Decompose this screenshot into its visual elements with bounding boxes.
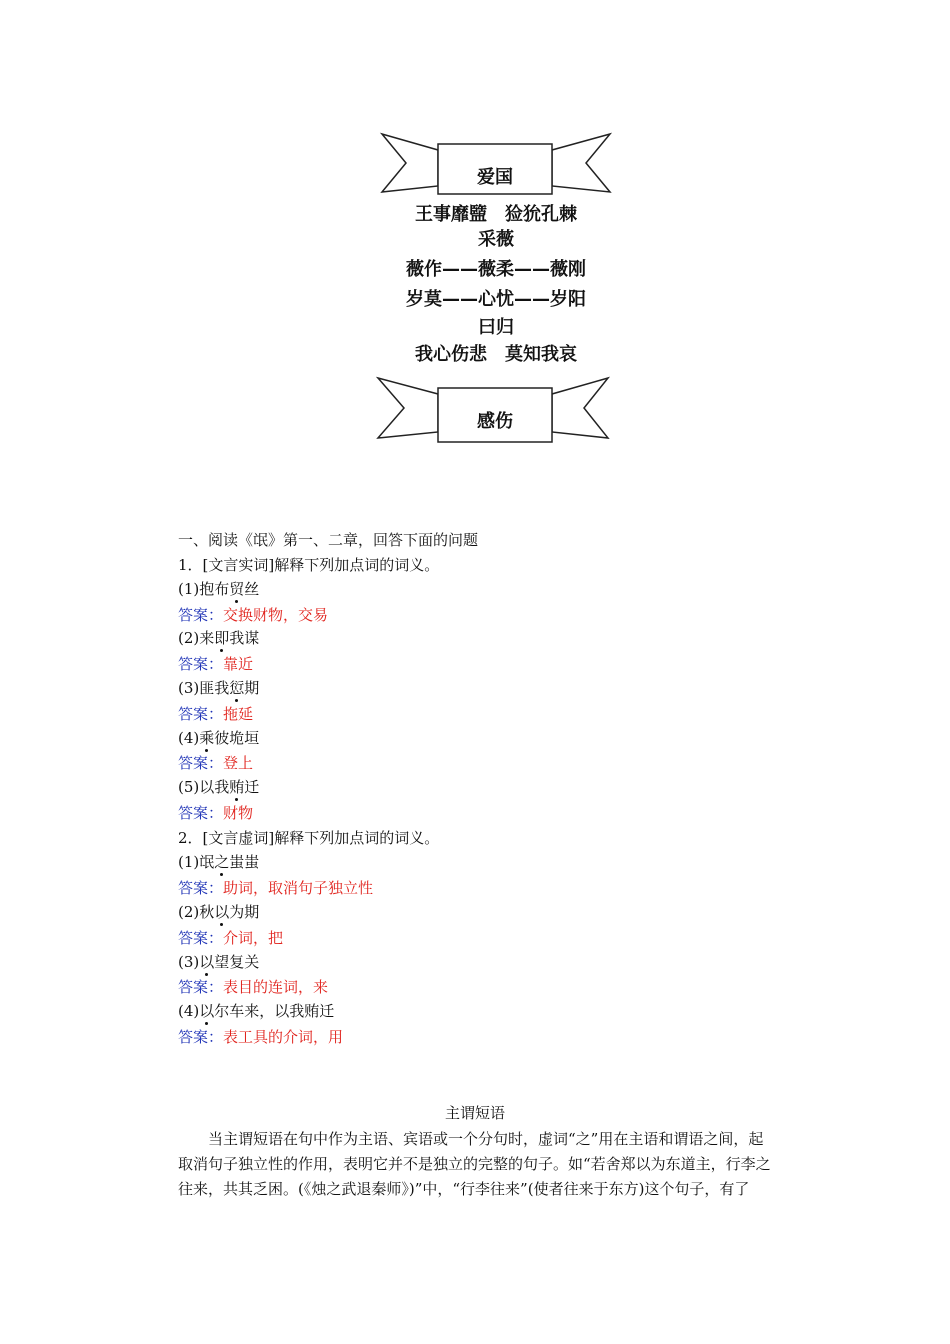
q2-answer: 答案：表工具的介词，用 bbox=[178, 1028, 344, 1046]
diagram-line: 采薇 bbox=[478, 229, 514, 250]
q2-answer: 答案：介词，把 bbox=[178, 929, 284, 947]
section-heading: 一、阅读《氓》第一、二章，回答下面的问题 bbox=[178, 531, 479, 549]
banner-top-label: 爱国 bbox=[477, 167, 513, 188]
q1-item: (3)匪我愆期 bbox=[178, 679, 260, 697]
diagram-line: 薇作——薇柔——薇刚 bbox=[406, 259, 586, 280]
q1-answer: 答案：拖延 bbox=[178, 705, 254, 723]
diagram-line: 王事靡盬 猃狁孔棘 bbox=[415, 204, 577, 225]
dotted-word: 乘 bbox=[199, 729, 215, 747]
dotted-word: 以 bbox=[199, 1002, 215, 1020]
q1-answer: 答案：登上 bbox=[178, 754, 254, 772]
diagram-line: 我心伤悲 莫知我哀 bbox=[415, 344, 577, 365]
concept-diagram bbox=[376, 130, 616, 448]
q1-answer: 答案：交换财物，交易 bbox=[178, 606, 329, 624]
dotted-word: 即 bbox=[214, 629, 230, 647]
essay-line: 当主谓短语在句中作为主语、宾语或一个分句时，虚词“之”用在主语和谓语之间，起 bbox=[178, 1130, 764, 1148]
dotted-word: 以 bbox=[214, 903, 230, 921]
q2-answer: 答案：表目的连词，来 bbox=[178, 978, 329, 996]
q1-answer: 答案：靠近 bbox=[178, 655, 254, 673]
q2-answer: 答案：助词，取消句子独立性 bbox=[178, 879, 374, 897]
dotted-word: 贿 bbox=[229, 778, 245, 796]
essay-line: 往来，共其乏困。(《烛之武退秦师》)”中，“行李往来”(使者往来于东方)这个句子，有了 bbox=[178, 1180, 750, 1198]
q1-item: (5)以我贿迁 bbox=[178, 778, 260, 796]
q1-item: (2)来即我谋 bbox=[178, 629, 260, 647]
banner-bottom-label: 感伤 bbox=[477, 411, 513, 432]
essay-line: 取消句子独立性的作用，表明它并不是独立的完整的句子。如“若舍郑以为东道主，行李之 bbox=[178, 1155, 771, 1173]
dotted-word: 以 bbox=[199, 953, 215, 971]
question-1-title: 1．[文言实词]解释下列加点词的词义。 bbox=[178, 556, 440, 574]
dotted-word: 贸 bbox=[229, 580, 245, 598]
q2-item: (2)秋以为期 bbox=[178, 903, 260, 921]
q1-answer: 答案：财物 bbox=[178, 804, 254, 822]
dotted-word: 之 bbox=[214, 853, 230, 871]
diagram-line: 岁莫——心忧——岁阳 bbox=[406, 289, 586, 310]
dotted-word: 愆 bbox=[229, 679, 245, 697]
q1-item: (4)乘彼垝垣 bbox=[178, 729, 260, 747]
q2-item: (1)氓之蚩蚩 bbox=[178, 853, 260, 871]
question-2-title: 2．[文言虚词]解释下列加点词的词义。 bbox=[178, 829, 440, 847]
q1-item: (1)抱布贸丝 bbox=[178, 580, 260, 598]
q2-item: (4)以尔车来，以我贿迁 bbox=[178, 1002, 335, 1020]
diagram-line: 曰归 bbox=[478, 317, 514, 338]
essay-paragraph bbox=[178, 1127, 808, 1202]
essay-title: 主谓短语 bbox=[444, 1104, 505, 1122]
q2-item: (3)以望复关 bbox=[178, 953, 260, 971]
